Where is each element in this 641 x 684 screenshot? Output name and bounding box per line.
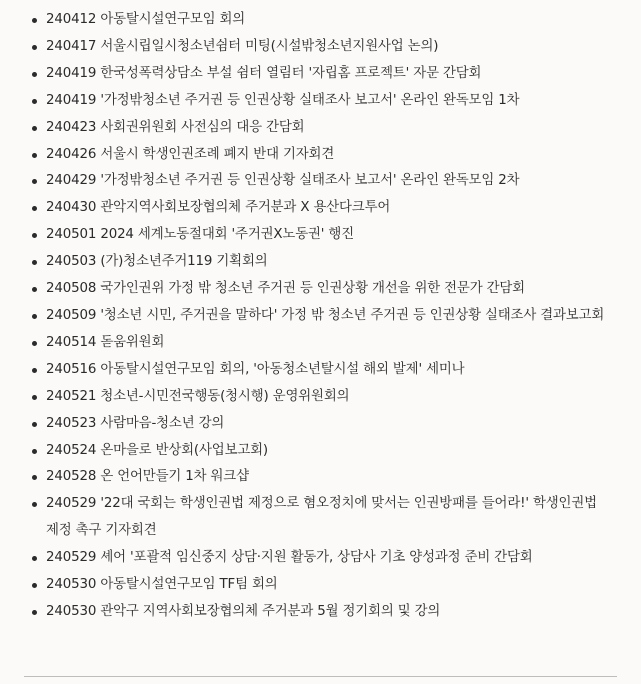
list-item (24, 545, 621, 572)
bullet-icon (32, 556, 37, 561)
bullet-icon (32, 314, 37, 319)
bullet-icon (32, 502, 37, 507)
list-item (24, 276, 621, 303)
list-item-text: 240417 서울시립일시청소년쉼터 미팅(시설밖청소년지원사업 논의) (46, 38, 439, 54)
bullet-icon (32, 395, 37, 400)
list-item (24, 438, 621, 465)
list-item (24, 384, 621, 411)
bullet-icon (32, 368, 37, 373)
bullet-icon (32, 233, 37, 238)
list-item-text: 240528 온 언어만들기 1차 워크샵 (46, 469, 249, 485)
bullet-icon (32, 72, 37, 77)
list-item (24, 7, 621, 34)
list-item (24, 249, 621, 276)
list-item-text: 240501 2024 세계노동절대회 '주거권X노동권' 행진 (46, 227, 354, 243)
list-item-text: 240529 셰어 '포괄적 임신중지 상담·지원 활동가, 상담사 기초 양성과정 준비 간담회 (46, 550, 533, 566)
bullet-icon (32, 99, 37, 104)
list-item (24, 142, 621, 169)
list-item (24, 491, 621, 545)
list-item (24, 572, 621, 599)
bullet-icon (32, 126, 37, 131)
list-item (24, 61, 621, 88)
list-item (24, 88, 621, 115)
list-item-text: 240524 온마을로 반상회(사업보고회) (46, 442, 269, 458)
list-item (24, 357, 621, 384)
list-item (24, 115, 621, 142)
bullet-icon (32, 153, 37, 158)
bullet-icon (32, 287, 37, 292)
bullet-icon (32, 610, 37, 615)
bullet-icon (32, 206, 37, 211)
list-item-text: 240529 '22대 국회는 학생인권법 제정으로 혐오정치에 맞서는 인권방패를 들어라!' 학생인권법 제정 촉구 기자회견 (46, 496, 597, 539)
bullet-icon (32, 583, 37, 588)
bullet-icon (32, 449, 37, 454)
bullet-icon (32, 422, 37, 427)
list-item (24, 464, 621, 491)
list-item (24, 303, 621, 330)
list-item-text: 240426 서울시 학생인권조례 폐지 반대 기자회견 (46, 146, 335, 162)
list-item-text: 240521 청소년-시민전국행동(청시행) 운영위원회의 (46, 388, 350, 404)
list-item-text: 240412 아동탈시설연구모임 회의 (46, 12, 246, 27)
list-item-text: 240530 관악구 지역사회보장협의체 주거분과 5월 정기회의 및 강의 (46, 603, 441, 619)
bullet-icon (32, 341, 37, 346)
list-item (24, 222, 621, 249)
list-item-text: 240419 '가정밖청소년 주거권 등 인권상황 실태조사 보고서' 온라인 완독모임 1차 (46, 92, 520, 108)
list-item-text: 240509 '청소년 시민, 주거권을 말하다' 가정 밖 청소년 주거권 등 인권상황 실태조사 결과보고회 (46, 307, 605, 323)
bullet-icon (32, 475, 37, 480)
list-item-text: 240430 관악지역사회보장협의체 주거분과 X 용산다크투어 (46, 200, 391, 216)
list-item (24, 599, 621, 626)
activity-list (24, 7, 621, 626)
bottom-divider (24, 676, 617, 677)
list-item-text: 240429 '가정밖청소년 주거권 등 인권상황 실태조사 보고서' 온라인 완독모임 2차 (46, 173, 520, 189)
list-item-text: 240516 아동탈시설연구모임 회의, '아동청소년탈시설 해외 발제' 세미나 (46, 361, 465, 377)
list-item-text: 240530 아동탈시설연구모임 TF팀 회의 (46, 577, 278, 593)
list-item (24, 330, 621, 357)
list-item-text: 240503 (가)청소년주거119 기획회의 (46, 254, 268, 270)
list-item-text: 240508 국가인권위 가정 밖 청소년 주거권 등 인권상황 개선을 위한 전문가 간담회 (46, 281, 525, 297)
bullet-icon (32, 18, 37, 23)
list-item (24, 195, 621, 222)
list-item (24, 411, 621, 438)
bullet-icon (32, 260, 37, 265)
list-item (24, 168, 621, 195)
bullet-icon (32, 179, 37, 184)
list-item-text: 240523 사람마음-청소년 강의 (46, 415, 225, 431)
list-item-text: 240419 한국성폭력상담소 부설 쉼터 열림터 '자립홈 프로젝트' 자문 간담회 (46, 65, 482, 81)
list-item-text: 240514 돋움위원회 (46, 334, 165, 350)
list-item-text: 240423 사회권위원회 사전심의 대응 간담회 (46, 119, 305, 135)
bullet-icon (32, 45, 37, 50)
list-item (24, 34, 621, 61)
